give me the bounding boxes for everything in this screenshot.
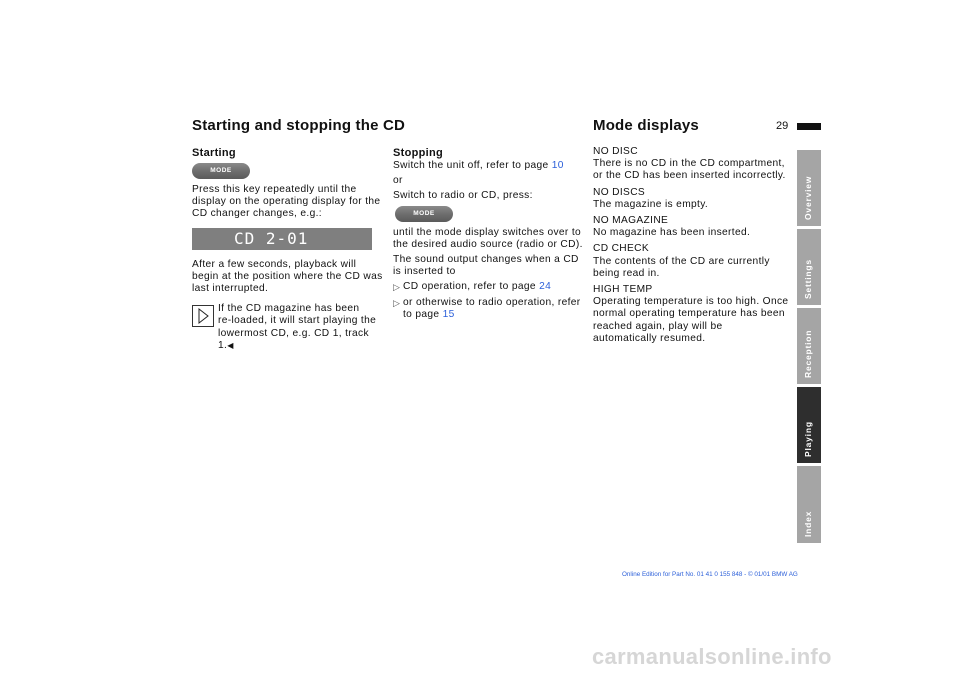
footer-edition-note: Online Edition for Part No. 01 41 0 155 848 - © 01/01 BMW AG	[622, 571, 798, 578]
mode-entry	[593, 284, 789, 345]
mode-description: The contents of the CD are currently being read in.	[593, 255, 770, 279]
mode-code: HIGH TEMP	[593, 284, 653, 296]
stopping-line-1-text: Switch the unit off, refer to page	[393, 160, 549, 171]
mode-code: NO DISC	[593, 146, 638, 157]
starting-paragraph-2: After a few seconds, playback will begin at the position where the CD was last interrupted.	[192, 258, 383, 295]
starting-section	[192, 146, 384, 352]
stopping-section	[393, 146, 585, 324]
mode-key-label: MODE	[210, 166, 232, 174]
page-link-15[interactable]: 15	[442, 308, 455, 320]
stopping-paragraph-1: until the mode display switches over to the desired audio source (radio or CD).	[393, 226, 583, 250]
end-mark-icon: ◀	[227, 340, 234, 350]
page-link-10[interactable]: 10	[551, 160, 564, 171]
bullet-triangle-icon: ▷	[393, 297, 401, 308]
mode-description: The magazine is empty.	[593, 198, 709, 210]
cd-display-text: CD 2-01	[234, 228, 309, 248]
page-title-right: Mode displays	[593, 117, 699, 134]
page-number-marker	[797, 123, 821, 130]
page-number: 29	[776, 120, 789, 132]
note-block	[192, 303, 384, 352]
bullet-item	[393, 281, 585, 293]
stopping-heading: Stopping	[393, 147, 444, 159]
stopping-paragraph-2: The sound output changes when a CD is inserted to	[393, 254, 579, 278]
stopping-line-2: Switch to radio or CD, press:	[393, 190, 533, 202]
mode-entry	[593, 243, 789, 280]
side-tab-label: Reception	[803, 329, 813, 378]
bullet-text: or otherwise to radio operation, refer to page	[403, 296, 581, 320]
note-triangle-icon	[192, 305, 214, 327]
side-tab-reception[interactable]	[797, 308, 821, 384]
bullet-triangle-icon: ▷	[393, 282, 401, 293]
side-tab-label: Overview	[803, 175, 813, 220]
cd-display-image	[192, 228, 372, 250]
page-title-left: Starting and stopping the CD	[192, 117, 406, 134]
mode-key-label: MODE	[413, 209, 435, 217]
stopping-line-1	[393, 160, 585, 172]
mode-key-icon	[395, 206, 453, 222]
watermark: carmanualsonline.info	[592, 644, 832, 669]
side-tab-label: Index	[803, 510, 813, 537]
side-tab-playing[interactable]	[797, 387, 821, 463]
starting-paragraph-1: Press this key repeatedly until the display on the operating display for the CD changer changes, e.g.:	[192, 184, 381, 220]
side-tab-label: Settings	[803, 259, 813, 299]
note-line-1: If the CD magazine has been	[218, 303, 360, 315]
mode-code: NO MAGAZINE	[593, 215, 669, 227]
stopping-or: or	[393, 175, 403, 187]
bullet-item	[393, 297, 585, 321]
page-link-24[interactable]: 24	[539, 281, 552, 293]
mode-entry	[593, 215, 789, 239]
note-rest: re-loaded, it will start playing the lowermost CD, e.g. CD 1, track 1.	[218, 315, 377, 351]
starting-heading: Starting	[192, 147, 236, 159]
side-tab-overview[interactable]	[797, 150, 821, 226]
mode-code: CD CHECK	[593, 243, 650, 255]
side-tab-settings[interactable]	[797, 229, 821, 305]
mode-entry	[593, 187, 789, 211]
mode-description: There is no CD in the CD compartment, or the CD has been inserted incorrectly.	[593, 158, 786, 182]
mode-code: NO DISCS	[593, 186, 646, 198]
mode-description: No magazine has been inserted.	[593, 227, 751, 239]
mode-description: Operating temperature is too high. Once normal operating temperature has been reached again, play will be automatically resumed.	[593, 296, 789, 344]
side-tab-label: Playing	[803, 421, 813, 457]
side-tab-index[interactable]	[797, 466, 821, 543]
mode-entry	[593, 146, 789, 183]
mode-key-icon	[192, 163, 250, 179]
bullet-text: CD operation, refer to page	[403, 281, 536, 293]
mode-displays-list	[593, 146, 789, 349]
note-text	[192, 315, 384, 352]
